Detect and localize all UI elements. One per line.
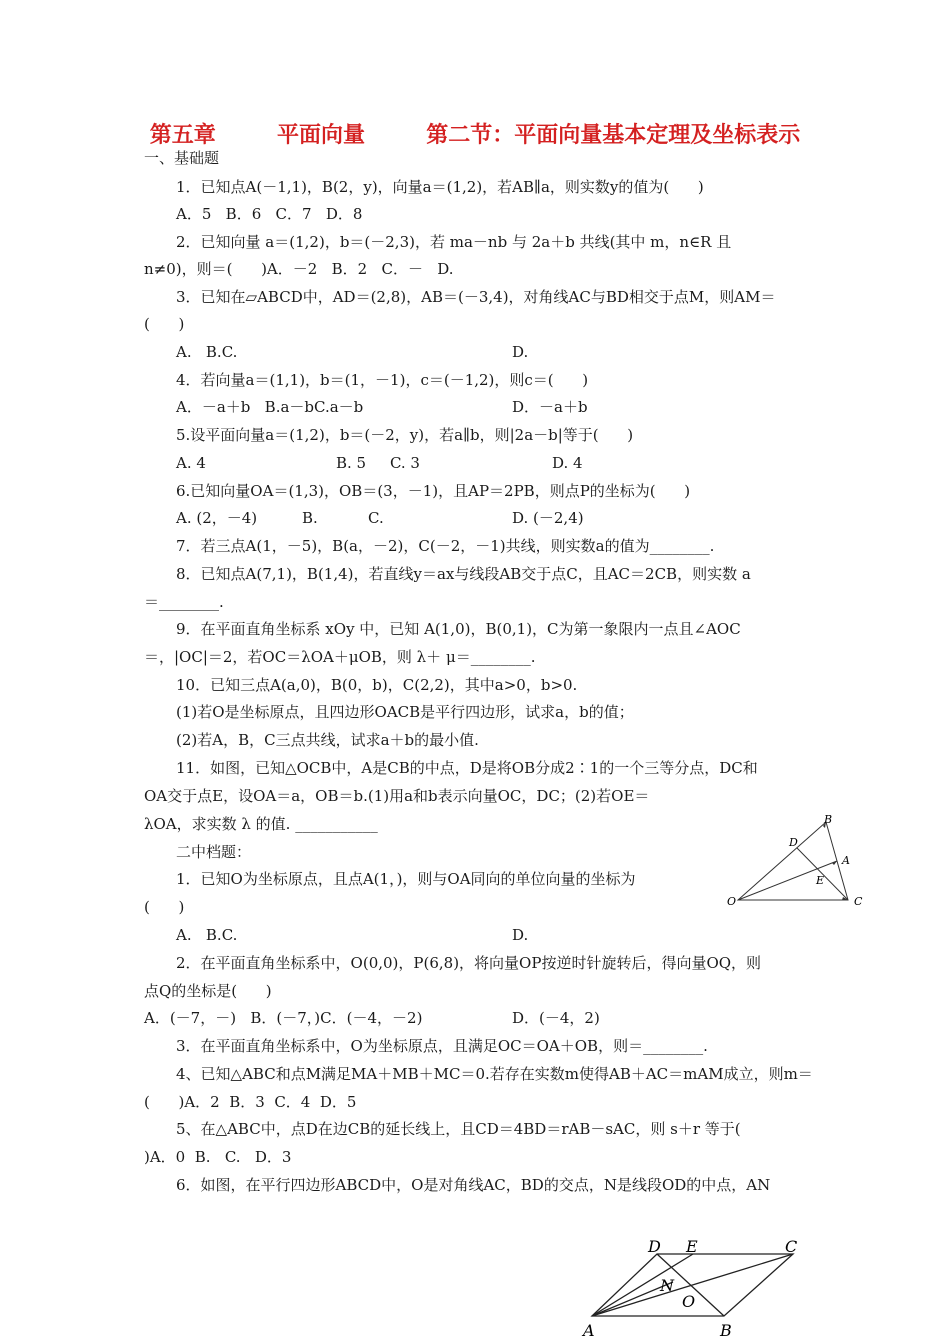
text-line: A. 4 — [176, 454, 206, 472]
text-line: D．(－4，2) — [512, 1009, 600, 1027]
text-line: 7．若三点A(1，－5)，B(a，－2)，C(－2，－1)共线，则实数a的值为________. — [176, 537, 715, 555]
figure-triangle-ocb — [718, 808, 878, 916]
text-line: 3．在平面直角坐标系中，O为坐标原点，且满足OC＝OA＋OB，则＝________. — [176, 1037, 708, 1055]
text-line: n≠0)，则＝( )A．－2 B．2 C．－ D. — [144, 260, 454, 278]
fig2-label-o: O — [682, 1292, 696, 1311]
text-line: B. — [302, 509, 318, 527]
text-line: D. — [512, 343, 529, 361]
text-line: 9．在平面直角坐标系 xOy 中，已知 A(1,0)，B(0,1)，C为第一象限内一点且∠AOC — [176, 620, 741, 638]
text-line: 点Q的坐标是( ) — [144, 982, 272, 1000]
fig2-label-n: N — [660, 1276, 674, 1295]
fig2-label-b: B — [720, 1321, 732, 1340]
fig2-label-d: D — [648, 1237, 661, 1256]
fig1-label-o: O — [727, 895, 737, 908]
fig2-label-c: C — [785, 1237, 798, 1256]
text-line: OA交于点E，设OA＝a，OB＝b.(1)用a和b表示向量OC，DC；(2)若OE＝ — [144, 787, 650, 805]
fig1-label-d: D — [789, 836, 798, 849]
text-line: 8．已知点A(7,1)，B(1,4)，若直线y＝ax与线段AB交于点C，且AC＝2CB，则实数 a — [176, 565, 751, 583]
text-line: 5.设平面向量a＝(1,2)，b＝(－2，y)，若a∥b，则|2a－b|等于( ) — [176, 426, 634, 444]
text-line: 2．在平面直角坐标系中，O(0,0)，P(6,8)，将向量OP按逆时针旋转后，得向量OQ，则 — [176, 954, 762, 972]
text-line: 10．已知三点A(a,0)，B(0，b)，C(2,2)，其中a>0，b>0. — [176, 676, 578, 694]
fig2-label-a: A — [583, 1321, 595, 1340]
text-line: 1．已知O为坐标原点，且点A(1，)，则与OA同向的单位向量的坐标为 — [176, 870, 636, 888]
text-line: 11．如图，已知△OCB中，A是CB的中点，D是将OB分成2∶1的一个三等分点，DC和 — [176, 759, 758, 777]
text-line: D. — [512, 926, 529, 944]
text-line: 一、基础题 — [144, 149, 220, 167]
text-line: ( ) — [144, 315, 185, 333]
fig2-label-e: E — [686, 1237, 698, 1256]
page-title: 第五章 平面向量 第二节：平面向量基本定理及坐标表示 — [149, 123, 801, 148]
text-line: 3．已知在▱ABCD中，AD＝(2,8)，AB＝(－3,4)，对角线AC与BD相交于点M，则AM＝ — [176, 288, 776, 306]
figure-parallelogram-abcd — [575, 1232, 815, 1344]
text-line: D. (－2,4) — [512, 509, 584, 527]
text-line: A．5 B．6 C．7 D．8 — [176, 205, 363, 223]
text-line: 6．如图，在平行四边形ABCD中，O是对角线AC，BD的交点，N是线段OD的中点，AN — [176, 1176, 771, 1194]
text-line: 二中档题： — [176, 843, 252, 861]
fig1-label-a: A — [842, 854, 850, 867]
text-line: (2)若A，B，C三点共线，试求a＋b的最小值. — [176, 731, 479, 749]
text-line: 6.已知向量OA＝(1,3)，OB＝(3，－1)，且AP＝2PB，则点P的坐标为( ) — [176, 482, 691, 500]
text-line: ( ) — [144, 898, 185, 916]
text-line: B. 5 C. 3 — [336, 454, 420, 472]
text-line: A．(－7，－) B．(－7，)C．(－4，－2) — [144, 1009, 423, 1027]
text-line: 4．若向量a＝(1,1)，b＝(1，－1)，c＝(－1,2)，则c＝( ) — [176, 371, 589, 389]
text-line: λOA，求实数 λ 的值. ___________ — [144, 815, 378, 833]
fig1-label-e: E — [816, 874, 825, 887]
text-line: (1)若O是坐标原点，且四边形OACB是平行四边形，试求a，b的值； — [176, 703, 634, 721]
text-line: 2．已知向量 a＝(1,2)，b＝(－2,3)，若 ma－nb 与 2a＋b 共线(其中 m，n∈R 且 — [176, 233, 732, 251]
text-line: ( )A．2 B．3 C．4 D．5 — [144, 1093, 357, 1111]
text-line: )A．0 B. C. D．3 — [144, 1148, 292, 1166]
text-line: A. B.C. — [176, 926, 238, 944]
text-line: A. B.C. — [176, 343, 238, 361]
text-line: A．－a＋b B.a－bC.a－b — [176, 398, 364, 416]
text-line: 1．已知点A(－1,1)，B(2，y)，向量a＝(1,2)，若AB∥a，则实数y的值为( ) — [176, 178, 704, 196]
text-line: ＝________. — [144, 593, 224, 611]
text-line: D．－a＋b — [512, 398, 588, 416]
text-line: 5、在△ABC中，点D在边CB的延长线上，且CD＝4BD＝rAB－sAC，则 s＋r 等于( — [176, 1120, 741, 1138]
fig1-label-c: C — [854, 895, 863, 908]
text-line: 4、已知△ABC和点M满足MA＋MB＋MC＝0.若存在实数m使得AB＋AC＝mAM成立，则m＝ — [176, 1065, 813, 1083]
text-line: C. — [368, 509, 384, 527]
text-line: D. 4 — [552, 454, 583, 472]
text-line: ＝，|OC|＝2，若OC＝λOA＋μOB，则 λ＋ μ＝________. — [144, 648, 536, 666]
fig1-label-b: B — [824, 813, 833, 826]
text-line: A. (2，－4) — [176, 509, 258, 527]
